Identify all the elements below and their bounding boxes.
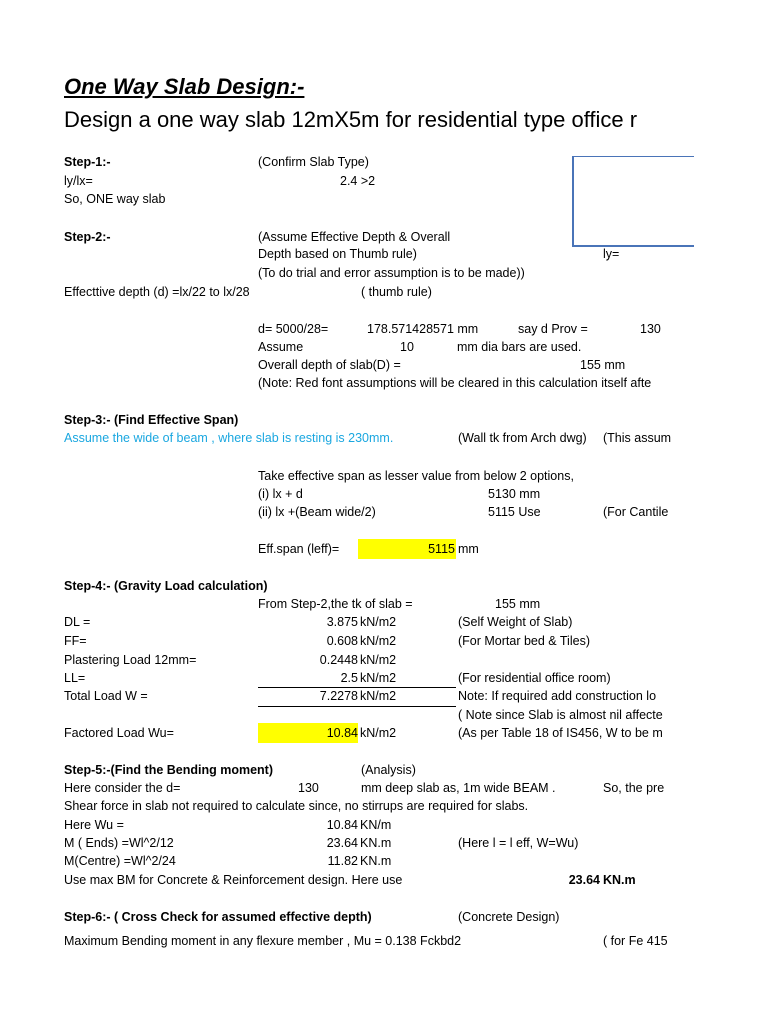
analysis-note: (Analysis) — [361, 763, 416, 777]
option1-label: (i) lx + d — [258, 487, 303, 501]
wu-unit: KN/m — [360, 818, 392, 832]
m-ends-label: M ( Ends) =Wl^2/12 — [64, 836, 174, 850]
load-row-label: DL = — [64, 615, 91, 629]
ly-label: ly= — [603, 247, 620, 261]
step1-conclusion: So, ONE way slab — [64, 192, 166, 206]
eff-depth-formula: Effecttive depth (d) =lx/22 to lx/28 — [64, 285, 250, 299]
take-span-note: Take effective span as lesser value from below 2 options, — [258, 469, 574, 483]
total-load-unit: kN/m2 — [360, 689, 397, 703]
step2-note2: Depth based on Thumb rule) — [258, 247, 417, 261]
use-max-bm-value: 23.64 — [568, 873, 600, 887]
m-centre-value: 11.82 — [327, 854, 358, 868]
consider-d-label: Here consider the d= — [64, 781, 181, 795]
sum-rule-bottom — [258, 706, 456, 707]
assume-beam-width: Assume the wide of beam , where slab is resting is 230mm. — [64, 431, 394, 445]
step3-heading: Step-3:- (Find Effective Span) — [64, 413, 239, 427]
load-row-label: LL= — [64, 671, 86, 685]
m-centre-unit: KN.m — [360, 854, 392, 868]
m-ends-note: (Here l = l eff, W=Wu) — [458, 836, 579, 850]
option2-label: (ii) lx +(Beam wide/2) — [258, 505, 376, 519]
load-row-unit: kN/m2 — [360, 671, 397, 685]
d-calc-value: 178.571428571 mm — [367, 322, 479, 336]
load-row-label: Plastering Load 12mm= — [64, 653, 197, 667]
total-load-value: 7.2278 — [319, 689, 358, 703]
assumption-note: (This assum — [603, 431, 672, 445]
overall-depth-value: 155 mm — [580, 358, 626, 372]
factored-load-label: Factored Load Wu= — [64, 726, 174, 740]
m-ends-value: 23.64 — [326, 836, 358, 850]
step2-note1: (Assume Effective Depth & Overall — [258, 230, 451, 244]
fe-grade-note: ( for Fe 415 — [603, 934, 668, 948]
page-title: One Way Slab Design:- — [64, 74, 305, 99]
slab-sketch-box — [572, 156, 694, 247]
overall-depth-label: Overall depth of slab(D) = — [258, 358, 401, 372]
step1-note: (Confirm Slab Type) — [258, 155, 369, 169]
load-row-note: (For residential office room) — [458, 671, 611, 685]
factored-load-value: 10.84 — [326, 726, 358, 740]
m-ends-unit: KN.m — [360, 836, 392, 850]
bar-dia-value: 10 — [400, 340, 414, 354]
option1-value: 5130 mm — [488, 487, 541, 501]
factored-load-unit: kN/m2 — [360, 726, 397, 740]
consider-d-value: 130 — [298, 781, 319, 795]
total-load-label: Total Load W = — [64, 689, 148, 703]
page-subtitle: Design a one way slab 12mX5m for residential type office r — [64, 107, 638, 132]
red-font-note: (Note: Red font assumptions will be cleared in this calculation itself afte — [258, 376, 652, 390]
max-bm-formula: Maximum Bending moment in any flexure member , Mu = 0.138 Fckbd2 — [64, 934, 462, 948]
cantilever-note: (For Cantile — [603, 505, 669, 519]
wu-label: Here Wu = — [64, 818, 124, 832]
use-max-bm-note: Use max BM for Concrete & Reinforcement design. Here use — [64, 873, 403, 887]
load-row-unit: kN/m2 — [360, 615, 397, 629]
step5-heading: Step-5:-(Find the Bending moment) — [64, 763, 274, 777]
step1-heading: Step-1:- — [64, 155, 111, 169]
concrete-design-note: (Concrete Design) — [458, 910, 560, 924]
load-row-note: (For Mortar bed & Tiles) — [458, 634, 590, 648]
d-prov-value: 130 — [640, 322, 661, 336]
load-row-label: FF= — [64, 634, 87, 648]
use-max-bm-unit: KN.m — [603, 873, 636, 887]
so-pre-note: So, the pre — [603, 781, 665, 795]
construction-load-note: Note: If required add construction lo — [458, 689, 657, 703]
thumb-rule-note: ( thumb rule) — [361, 285, 432, 299]
load-row-value: 0.608 — [326, 634, 358, 648]
step1-ratio-value: 2.4 >2 — [340, 174, 376, 188]
bar-dia-note: mm dia bars are used. — [457, 340, 582, 354]
load-row-value: 3.875 — [326, 615, 358, 629]
wu-value: 10.84 — [326, 818, 358, 832]
step1-ratio-label: ly/lx= — [64, 174, 93, 188]
d-calc-label: d= 5000/28= — [258, 322, 329, 336]
consider-d-text: mm deep slab as, 1m wide BEAM . — [361, 781, 556, 795]
nil-affected-note: ( Note since Slab is almost nil affecte — [458, 708, 663, 722]
d-prov-label: say d Prov = — [518, 322, 588, 336]
load-row-value: 0.2448 — [319, 653, 358, 667]
shear-force-note: Shear force in slab not required to calculate since, no stirrups are required for slabs. — [64, 799, 529, 813]
load-row-value: 2.5 — [340, 671, 358, 685]
step4-heading: Step-4:- (Gravity Load calculation) — [64, 579, 268, 593]
slab-tk-value: 155 mm — [495, 597, 541, 611]
load-row-unit: kN/m2 — [360, 653, 397, 667]
load-row-note: (Self Weight of Slab) — [458, 615, 573, 629]
m-centre-label: M(Centre) =Wl^2/24 — [64, 854, 176, 868]
eff-span-unit: mm — [458, 542, 479, 556]
wall-tk-note: (Wall tk from Arch dwg) — [458, 431, 587, 445]
eff-span-value: 5115 — [428, 542, 455, 556]
slab-tk-label: From Step-2,the tk of slab = — [258, 597, 413, 611]
factored-load-note: (As per Table 18 of IS456, W to be m — [458, 726, 663, 740]
step2-note3: (To do trial and error assumption is to be made)) — [258, 266, 525, 280]
load-row-unit: kN/m2 — [360, 634, 397, 648]
assume-label: Assume — [258, 340, 304, 354]
step6-heading: Step-6:- ( Cross Check for assumed effective depth) — [64, 910, 372, 924]
eff-span-label: Eff.span (leff)= — [258, 542, 340, 556]
step2-heading: Step-2:- — [64, 230, 111, 244]
option2-value: 5115 Use — [488, 505, 541, 519]
